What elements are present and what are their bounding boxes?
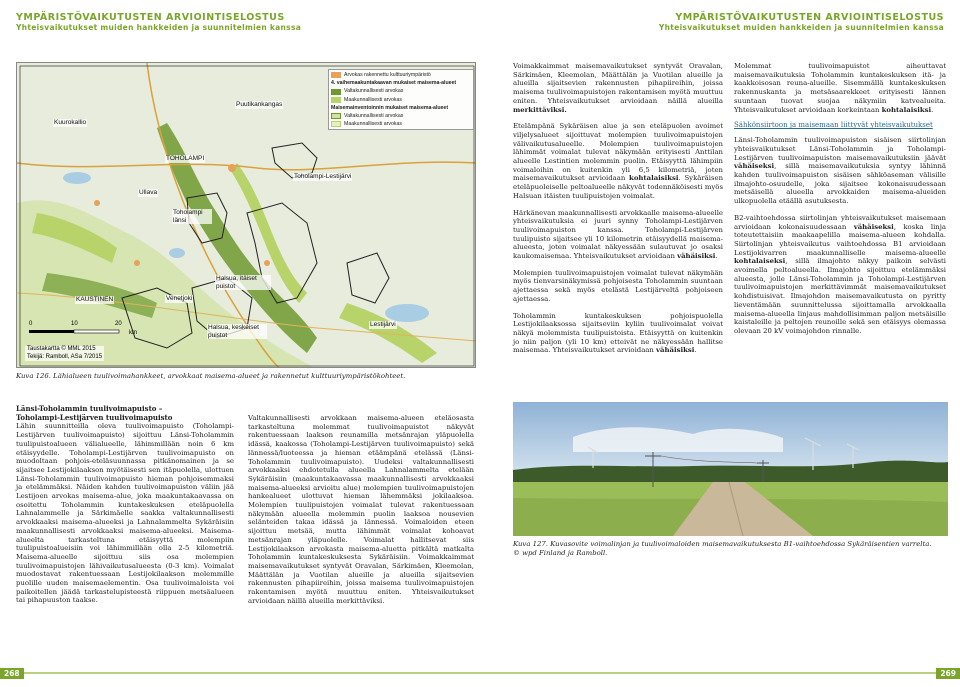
landscape-photo [513, 402, 948, 536]
text-run: Länsi-Toholammin tuulivoimapuiston sisäisen siirtolinjan yhteisvaikutukset Länsi-Toholammin ja Toholampi-Lestijärven tuulivoimapuiston maisemavaikutuksiin jäävät [734, 136, 946, 162]
section-heading: Länsi-Toholammin tuulivoimapuisto – [16, 404, 163, 413]
emphasis: kohtalaiseksi [734, 257, 786, 266]
text-run: Etelämpänä Sykäräisen alue ja sen eteläpuolen avoimet viljelysalueet sijoittuvat molempien tuulivoimapuistojen välivaikutusalueelle. Molempien tuulivoimapuistojen lähimmät voimalat tulevat näkymään erityisesti Anttilan alueelle Lestintien molemmin puolin. Etäisyyttä lähimpiin voimaloihin on kuitenkin yli 6,5 kilometriä, joten maisemavaikutukset arvioidaan [513, 122, 723, 183]
text-column-1 [16, 405, 234, 605]
text-run: . [715, 252, 718, 261]
legend-label: 4. vaihemaakuntakaavan mukaiset maisema-alueet [331, 80, 457, 87]
legend-label: Maakunnallisesti arvokas [344, 121, 402, 128]
legend-label: Maisemainventoinnin mukaiset maisema-alueet [331, 104, 449, 111]
header-title-right: YMPÄRISTÖVAIKUTUSTEN ARVIOINTISELOSTUS [675, 12, 944, 23]
scale-unit: km [129, 330, 137, 336]
legend-item [331, 79, 471, 87]
text-column-2 [248, 414, 474, 605]
legend-item [331, 71, 471, 79]
emphasis: merkittäviksi. [513, 105, 567, 114]
legend-label: Valtakunnallisesti arvokas [344, 113, 404, 120]
text-run: , koska linja toteutettaisiin maakaapelilla maisema-alueen kohdalla. Siirtolinjan yhteisvaikutus vaihtoehdossa B1 arvioidaan Lestijokivarren maakunnalliselle maisema-alueelle [734, 222, 946, 257]
emphasis: kohtalaisiksi [881, 105, 932, 114]
scale-label-twenty: 20 [115, 321, 122, 327]
text-run: . [694, 346, 697, 355]
text-column-3 [513, 62, 723, 355]
text-run: . Sykäräisen eteläpuoleiselle peltoalueelle näkyvät todennäköisesti myös Halsuan itäisten tuulipuistojen voimalat. [513, 174, 724, 200]
page-number-right: 269 [936, 668, 960, 679]
page-header-left [16, 12, 301, 32]
text-run: , sillä maisemavaikutuksia syntyy lähinnä kahden tuulivoimapuiston sisäisen sähköaseman välisille ilmajohto-osuudelle, joka sijaitsee kokonaisuudessaan metsäisellä alueella arvokkaiden maisema-alueiden ulkopuolella etäällä asutuksesta. [734, 162, 946, 206]
map-figure [16, 62, 476, 368]
paragraph [734, 62, 946, 114]
emphasis: vähäiseksi [734, 162, 775, 171]
text-run: , sillä ilmajohto näkyy paikoin selvästi avoimella peltoalueella. Ilmajohto sijoittuu etelämmäksi alueesta, jolle Länsi-Toholammin ja Toholampi-Lestijärven tuulivoimapuistojen merkittävimmät maisemavaikutukset kohdistuisivat. Ilmajohdon maisemavaikutusta on pyritty lieventämään suunnittelussa sijoittamalla arvokkaalla maisema-alueella linjaus mahdollisimman paljon metsäisille kaistaleille ja peltojen reunoille sekä sen etäisyys olemassa olevaan 20 kV voimajohdon rinnalle. [734, 257, 946, 335]
paragraph [734, 214, 946, 336]
paragraph [734, 136, 946, 206]
paragraph [513, 122, 723, 200]
place-label: Kuurokallio [54, 119, 87, 126]
legend-item [331, 104, 471, 112]
paragraph: Valtakunnallisesti arvokkaan maisema-alueen eteläosasta tarkasteltuna molemmat tuulivoimapuistot näkyvät rakentuessaan laakson reunamilla metsänrajan yläpuolella idässä, kaakossa (Toholampi-Lestijärven tuulivoimapuisto) sekä lännessä/luoteessa ja hieman etäämpänä etelässä (Länsi-Toholammin tuulivoimapuisto). Uudeksi valtakunnallisesti arvokkaaksi ehdotetulla alueella Lahnalammelta etelään Sykäräisiin (maakuntakaavassa maakunnallisesti arvokkaaksi maisema-alueeksi arvioitu alue) molempien tuulivoimapuistojen hankealueet ulottuvat hieman lähemmäksi jokilaaksoa. Molempien tuulipuistojen voimalat tulevat rakentuessaan näkymään alueella molemmin puolin laaksoa nousevien selänteiden takaa idässä ja lännessä. Voimaloiden eteen sijoittuu metsää, mutta lähimmät voimalat kohoavat metsänrajan yläpuolelle. Voimalat hallitsevat siis Lestijokilaakson arvokasta maisema-aluetta pitkältä matkalta Toholammin kuntakeskuksesta Sykäräisiin. Voimakkaimmat maisemavaikutukset syntyvät Oravalan, Särkimäen, Kleemolan, Määttälän ja Vuotilan alueille ja alueilla sijaitsevien rakennusten pihapiireihin, joissa maisema tuulivoimapuistojen rakentamisen myötä muuttuu eniten. Yhteisvaikutukset arvioidaan näillä alueilla merkittäviksi. [248, 414, 474, 605]
caption-line: Kuva 127. Kuvasovite voimalinjan ja tuulivoimaloiden maisemavaikutuksesta B1-vaihtoehdossa Sykäräisentien varrelta. [513, 540, 932, 548]
text-run: . [931, 105, 934, 114]
place-label: KAUSTINEN [76, 296, 114, 303]
map-caption: Kuva 126. Lähialueen tuulivoimahankkeet, arvokkaat maisema-alueet ja rakennetut kulttuuriympäristökohteet. [16, 372, 406, 380]
legend-swatch [331, 72, 341, 78]
legend-label: Valtakunnallisesti arvokas [344, 88, 404, 95]
paragraph: Lähin suunnitteilla oleva tuulivoimapuisto (Toholampi-Lestijärven tuulivoimapuisto) sijoittuu Länsi-Toholammin tuulipuistoalueen välialueelle, lähimmillään noin 6 km etäisyydelle. Toholampi-Lestijärven tuulivoimapuisto on muodoltaan pohjois-eteläsuunnassa pitkänomainen ja se sijaitsee Lestijokilaakson myötäisesti sen itäpuolella, ulottuen Länsi-Toholammin tuulivoimapuisto hieman pohjoisemmaksi ja etelämmäksi. Näiden kahden tuulivoimapuiston väliin jää Lestijoen arvokas maisema-alue, joka maakuntakaavassa on osoitettu Toholammin kuntakeskuksen eteläpuolella Lahnalammelle ja Särkimäelle saakka valtakunnallisesti arvokkaaksi maisema-alueeksi ja Lahnalammelta Sykäräisiin maakunnallisesti arvokkaaksi maisema-alueeksi. Maisema-alueelta tarkasteltuna etäisyyttä molempiin tuulipuistoalueisiin voi lähimmillään olla 2-5 kilometriä. Maisema-alueelle sijoittuu siis osa molempien tuulivoimapuistojen lähivaikutusalueesta (0-3 km). Voimalat muodostavat rakentuessaan Lestijokilaakson molemmille puolille uuden maisemaelementin. Osa tuulivoimaloista voi paikoitellen jäädä tarkastelupisteestä riippuen metsäalueen tai pihapuuston taakse. [16, 422, 234, 605]
place-label: Venetjoki [166, 295, 193, 302]
place-label: Ullava [139, 189, 158, 196]
legend-item [331, 120, 471, 128]
legend-swatch [331, 97, 341, 103]
place-label: Toholampi länsi [172, 209, 212, 224]
emphasis: vähäisiksi [656, 346, 695, 355]
legend-label: Arvokas rakennettu kulttuuriympäristö [344, 72, 431, 78]
section-link-heading[interactable]: Sähkönsiirtoon ja maisemaan liittyvät yhteisvaikutukset [734, 121, 933, 130]
credit-line: Tekijä: Ramboll, ASa 7/2015 [27, 353, 103, 360]
footer-rule [0, 672, 960, 674]
paragraph [513, 312, 723, 356]
legend-swatch [331, 121, 341, 127]
paragraph: Molempien tuulivoimapuistojen voimalat tulevat näkymään myös tienvarsinäkymissä pohjoisesta Toholammin suuntaan ajettaessa sekä myös etelästä Lestijärveltä pohjoiseen ajettaessa. [513, 268, 723, 303]
photo-graphic [513, 402, 948, 536]
place-label: Halsua, keskeiset puistot [207, 324, 267, 339]
emphasis: vähäisiksi [677, 252, 716, 261]
text-column-4 [734, 62, 946, 336]
header-subtitle-right: Yhteisvaikutukset muiden hankkeiden ja suunnitelmien kanssa [658, 23, 944, 32]
header-subtitle: Yhteisvaikutukset muiden hankkeiden ja suunnitelmien kanssa [16, 23, 302, 32]
emphasis: vähäiseksi [853, 222, 894, 231]
emphasis: kohtalaisiksi [629, 174, 679, 183]
credit-line: Taustakartta © MML 2015 [27, 346, 96, 352]
legend-item [331, 112, 471, 120]
header-title: YMPÄRISTÖVAIKUTUSTEN ARVIOINTISELOSTUS [16, 12, 285, 23]
caption-line: © wpd Finland ja Ramboll. [513, 548, 608, 557]
scale-bar-graphic [29, 329, 159, 337]
place-label: Lestijärvi [370, 321, 396, 328]
legend-swatch [331, 113, 341, 119]
legend-item [331, 96, 471, 104]
text-run: Voimakkaimmat maisemavaikutukset syntyvät Oravalan, Särkimäen, Kleemolan, Määttälän ja Vuotilan alueille ja alueilla sijaitsevien rakennusten pihapiireihin, joissa maisema tuulivoimapuistojen rakentamisen myötä muuttuu eniten. Yhteisvaikutukset arvioidaan näillä alueilla [513, 62, 723, 105]
map-legend [328, 69, 474, 130]
photo-caption [513, 540, 948, 557]
place-label: Puutikankangas [236, 101, 283, 108]
legend-item [331, 87, 471, 95]
page-header-right [659, 12, 944, 32]
place-label: TOHOLAMPI [166, 155, 205, 162]
text-run: Toholammin kuntakeskuksen pohjoispuolella Lestijokilaaksossa sijaitseviin kyliin tuulivoimalat voivat näkyä molemmista tuulipuistoista. Etäisyyttä on kuitenkin jo niin paljon (yli 10 km) etteivät ne näkyessään hallitse maisemaa. Yhteisvaikutukset arvioidaan [513, 311, 723, 355]
map-credits [25, 346, 104, 361]
paragraph [513, 62, 723, 114]
place-label: Toholampi-Lestijärvi [294, 173, 352, 180]
text-run: Molemmat tuulivoimapuistot aiheuttavat maisemavaikutuksia Toholammin kuntakeskuksen itä- ja kaakkoisosan reuna-alueille. Sisemmällä kuntakeskuksen rakennuskanta ja metsäsaarekkeet erityisesti lännen suuntaan tuovat suojaa näkymiin katvealueita. Yhteisvaikutukset arvioidaan korkeintaan [734, 62, 946, 114]
legend-label: Maakunnallisesti arvokas [344, 96, 402, 103]
scale-label-ten: 10 [71, 321, 78, 327]
place-label: Halsua, itäiset puistot [215, 275, 271, 290]
section-heading: Toholampi-Lestijärven tuulivoimapuisto [16, 412, 173, 422]
scale-label-zero: 0 [29, 321, 33, 327]
paragraph [513, 209, 723, 261]
text-run: Härkänevan maakunnallisesti arvokkaalle maisema-alueelle yhteisvaikutuksia ei juuri synny Toholampi-Lestijärven tuulivoimapuiston kanssa. Toholampi-Lestijärven tuulipuisto sijaitsee yli 10 kilometrin etäisyydellä maisema-alueesta, joten voimalat näkyessään sulautuvat jo osaksi kaukomaisemaa. Yhteisvaikutukset arvioidaan [513, 208, 723, 261]
text-run: B2-vaihtoehdossa siirtolinjan yhteisvaikutukset maisemaan arvioidaan kokonaisuudessaan [734, 213, 946, 231]
page-number-left: 268 [0, 668, 24, 679]
legend-swatch [331, 89, 341, 95]
